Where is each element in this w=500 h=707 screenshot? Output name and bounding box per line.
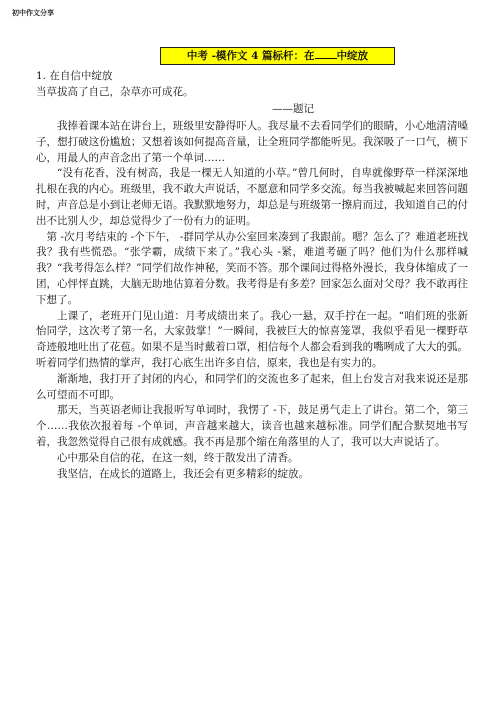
- paragraph-7: 心中那朵自信的花，在这一刻，终于散发出了清香。: [57, 451, 299, 464]
- essay-body: [36, 119, 468, 482]
- paragraph-8: 我坚信，在成长的道路上，我还会有更多精彩的绽放。: [57, 467, 309, 480]
- paragraph-1: 我捧着课本站在讲台上，班级里安静得吓人。我尽量不去看同学们的眼睛，小心地清清嗓子，想打破这份尴尬；又想着该如何提高音量，让全班同学都能听见。我深吸了一口气，横下心，用最人的声音念出了第一个单词……: [36, 120, 468, 164]
- epigraph-attribution: ——题记: [272, 103, 314, 115]
- essay-heading: 1. 在自信中绽放: [36, 70, 113, 82]
- essay-collection-title: [160, 47, 395, 65]
- paragraph-3: 第 -次月考结束的 -个下午， -群同学从办公室回来凑到了我跟前。嗯？怎么了？难道老班找我？我有些慌恐。“张学霸，成绩下来了。”我心头 -紧，难道考砸了吗？他们为什么那样喊我？“我考得怎么样？”同学们故作神秘，笑而不答。那个课间过得格外漫长，我身体缩成了一团，心怦怦直跳，大脑无助地估算着分数。我考得是有多差？回家怎么面对父母？我不敢再往下想了。: [36, 230, 468, 306]
- essay-epigraph: 当草拔高了自己，杂草亦可成花。: [36, 86, 194, 98]
- title-blank: [315, 48, 337, 59]
- paragraph-5: 渐渐地，我打开了封闭的内心，和同学们的交流也多了起来，但上台发言对我来说还是那么可望而不可即。: [36, 372, 468, 401]
- title-prefix: 中考 -模作文 4 篇标杆：在: [186, 50, 315, 62]
- paragraph-6: 那天，当英语老师让我报听写单词时，我愣了 -下，鼓足勇气走上了讲台。第二个，第三个……我依次报着每 -个单词，声音越来越大，读音也越来越标准。同学们配合默契地书写着，我忽然觉得自己很有成就感。我不再是那个缩在角落里的人了，我可以大声说话了。: [36, 404, 468, 448]
- header-label: 初中作文分享: [12, 9, 54, 17]
- paragraph-2: “没有花香，没有树高，我是一棵无人知道的小草。”曾几何时，自卑就像野草一样深深地扎根在我的内心。班级里，我不敢大声说话，不愿意和同学多交流。每当我被喊起来回答问题时，声音总是小到让老师无语。我默默地努力，却总是与班级第一擦肩而过，我知道自己的付出不比别人少，却总觉得少了一份有力的证明。: [36, 167, 468, 227]
- paragraph-4: 上课了，老班开门见山道：月考成绩出来了。我心一悬，双手拧在一起。“咱们班的张新怡同学，这次考了第一名，大家鼓掌！”一瞬间，我被巨大的惊喜笼罩，我似乎看见一棵野草奇迹般地吐出了花苞。如果不是当时戴着口罩，相信每个人都会看到我的嘴咧成了大大的弧。听着同学们热情的掌声，我打心底生出许多自信，原来，我也是有实力的。: [36, 309, 468, 369]
- title-suffix: 中绽放: [336, 50, 369, 62]
